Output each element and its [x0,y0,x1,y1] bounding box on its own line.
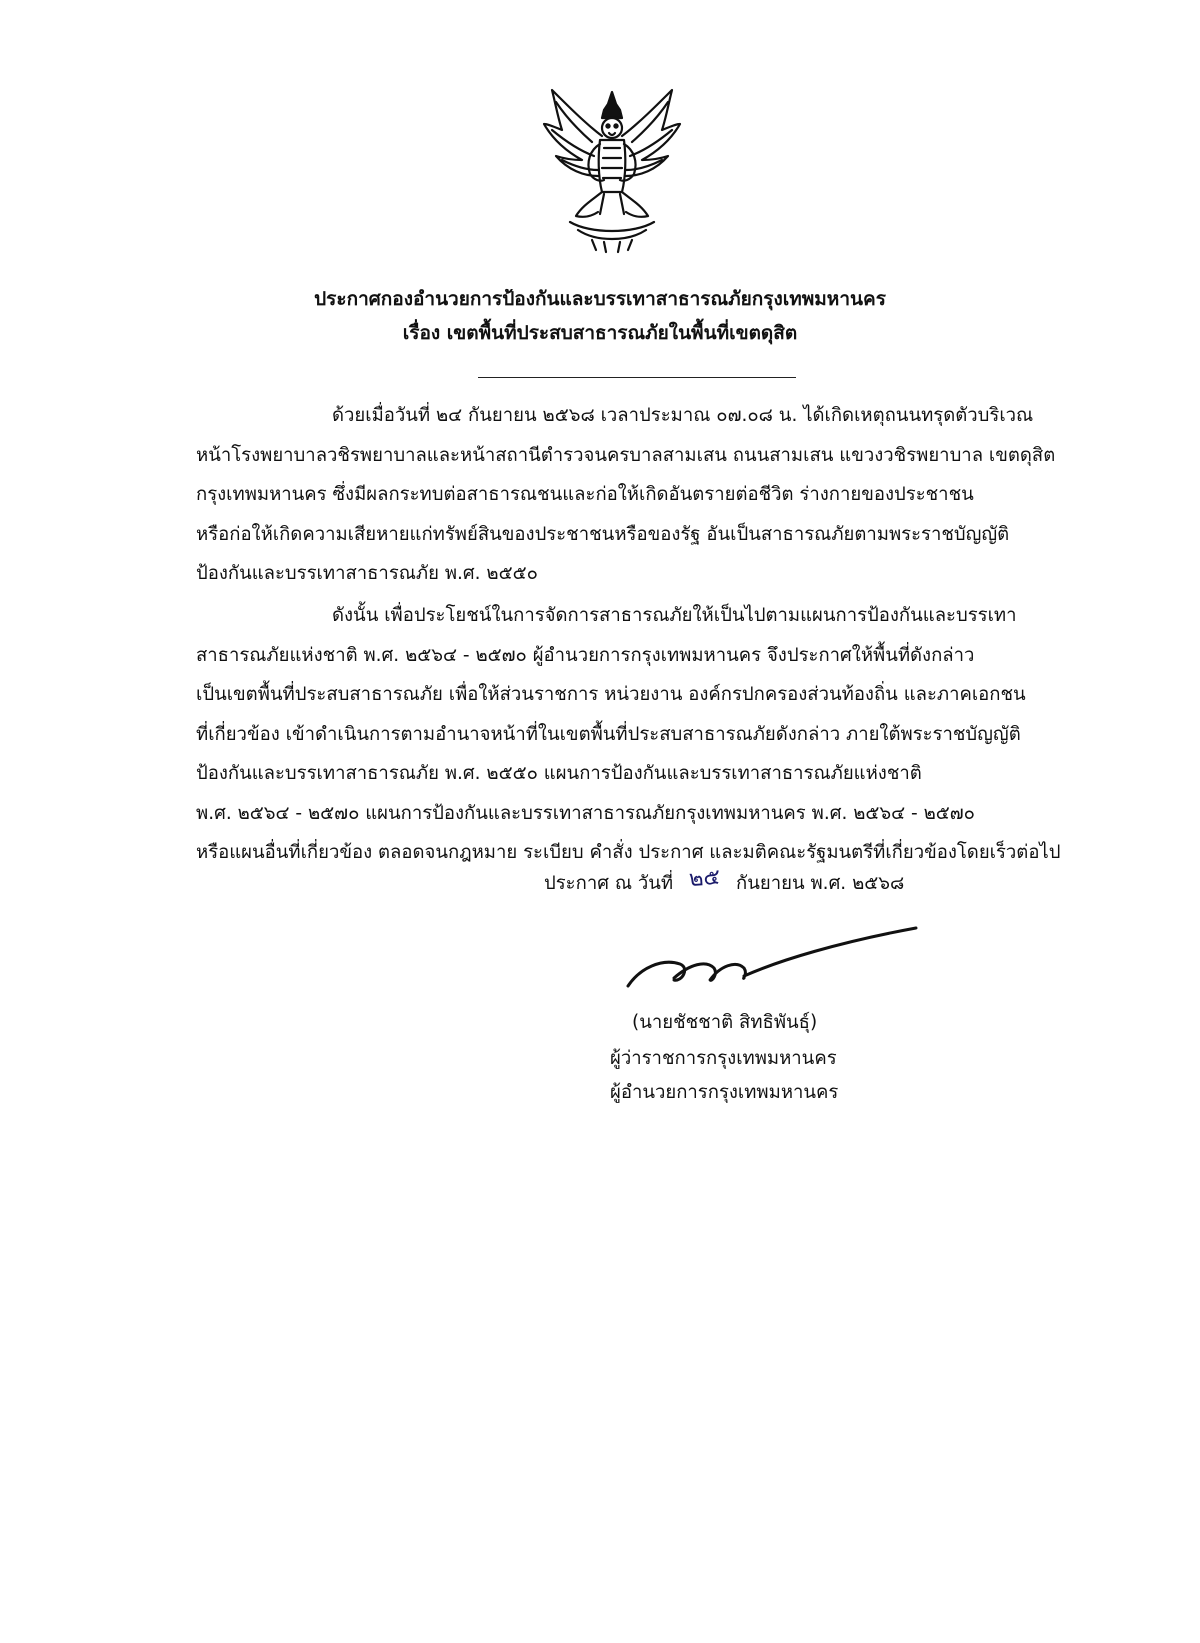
paragraph-1 [196,396,1076,594]
paragraph-line: ด้วยเมื่อวันที่ ๒๔ กันยายน ๒๕๖๘ เวลาประมาณ ๐๗.๐๘ น. ได้เกิดเหตุถนนทรุดตัวบริเวณ [332,405,1034,426]
paragraph-line: หรือแผนอื่นที่เกี่ยวข้อง ตลอดจนกฎหมาย ระเบียบ คำสั่ง ประกาศ และมติคณะรัฐมนตรีที่เกี่ยวข้องโดยเร็วต่อไป [196,842,1061,863]
paragraph-line: ที่เกี่ยวข้อง เข้าดำเนินการตามอำนาจหน้าที่ในเขตพื้นที่ประสบสาธารณภัยดังกล่าว ภายใต้พระราชบัญญัติ [196,723,1021,745]
date-prefix: ประกาศ ณ วันที่ [544,873,674,894]
paragraph-line: เป็นเขตพื้นที่ประสบสาธารณภัย เพื่อให้ส่วนราชการ หน่วยงาน องค์กรปกครองส่วนท้องถิ่น และภาคเอกชน [196,684,1026,705]
paragraph-line: ป้องกันและบรรเทาสาธารณภัย พ.ศ. ๒๕๕๐ [196,563,538,584]
handwritten-signature-icon [620,920,920,1000]
announcement-subject: เรื่อง เขตพื้นที่ประสบสาธารณภัยในพื้นที่เขตดุสิต [402,322,798,344]
date-day-handwritten: ๒๕ [688,864,721,893]
paragraph-line: พ.ศ. ๒๕๖๔ - ๒๕๗๐ แผนการป้องกันและบรรเทาสาธารณภัยกรุงเทพมหานคร พ.ศ. ๒๕๖๔ - ๒๕๗๐ [196,802,975,824]
paragraph-line: ป้องกันและบรรเทาสาธารณภัย พ.ศ. ๒๕๕๐ แผนการป้องกันและบรรเทาสาธารณภัยแห่งชาติ [196,763,922,784]
paragraph-line: กรุงเทพมหานคร ซึ่งมีผลกระทบต่อสาธารณชนและก่อให้เกิดอันตรายต่อชีวิต ร่างกายของประชาชน [196,484,974,505]
paragraph-line: หรือก่อให้เกิดความเสียหายแก่ทรัพย์สินของประชาชนหรือของรัฐ อันเป็นสาธารณภัยตามพระราชบัญญัติ [196,523,1010,545]
paragraph-line: ดังนั้น เพื่อประโยชน์ในการจัดการสาธารณภัยให้เป็นไปตามแผนการป้องกันและบรรเทา [332,605,1017,626]
paragraph-2 [196,596,1076,873]
garuda-emblem-icon [542,84,682,254]
paragraph-line: หน้าโรงพยาบาลวชิรพยาบาลและหน้าสถานีตำรวจนครบาลสามเสน ถนนสามเสน แขวงวชิรพยาบาล เขตดุสิต [196,444,1056,466]
paragraph-line: สาธารณภัยแห่งชาติ พ.ศ. ๒๕๖๔ - ๒๕๗๐ ผู้อำนวยการกรุงเทพมหานคร จึงประกาศให้พื้นที่ดังกล่าว [196,644,975,666]
date-suffix: กันยายน พ.ศ. ๒๕๖๘ [736,873,905,894]
announcement-heading: ประกาศกองอำนวยการป้องกันและบรรเทาสาธารณภัยกรุงเทพมหานคร [314,288,886,310]
announcement-date [544,864,905,899]
signer-title-governor: ผู้ว่าราชการกรุงเทพมหานคร [610,1048,837,1069]
signer-title-director: ผู้อำนวยการกรุงเทพมหานคร [610,1082,839,1103]
signer-name: (นายชัชชาติ สิทธิพันธุ์) [632,1012,818,1033]
heading-divider [478,377,796,378]
